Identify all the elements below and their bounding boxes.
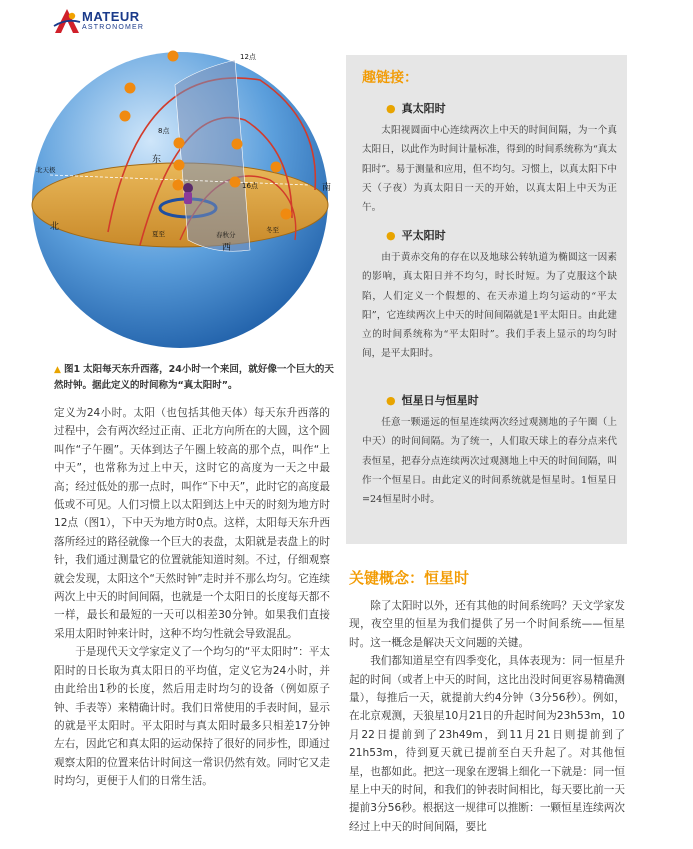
label-east: 东 — [152, 155, 162, 165]
label-south: 南 — [322, 183, 332, 193]
paragraph: 定义为24小时。太阳（也包括其他天体）每天东升西落的过程中，会有两次经过正南、正北方向所在的大圆，这个圆叫作“子午圈”。天体到达子午圈上较高的那个点，叫作“上中天”，也常称为过上中天，这时它的高度为一天之中最高；经过低处的那一点时，叫作“下中天”，此时它的高度最低或不可见。人们习惯上以太阳到达上中天的时刻为地方时12点（图1），下中天为地方时0点。这样，太阳每天东升西落所经过的路径就像一个巨大的表盘，太阳就是表盘上的时针，我们通过测量它的位置就能知道时刻。不过，仔细观察就会发现，太阳这个“天然时钟”走时并不那么均匀。它连续两次上中天的时间间隔，也就是一个太阳日的长度每天都不一样，最长和最短的一天可以相差30分钟。如果我们直接采用太阳时钟来计时，这种不均匀性就会导致混乱。 — [54, 407, 330, 640]
label-8h: 8点 — [158, 127, 170, 135]
sidebar-title: 趣链接： — [362, 70, 418, 86]
sidebar-text-sidereal-time: 任意一颗遥远的恒星连续两次经过观测地的子午圈（上中天）的时间间隔。为了统一，人们取天球上的春分点来代表恒星，把春分点连续两次过观测地上中天的时间间隔，叫作一个恒星日。由此定义的时间系统就是恒星时。1恒星日=24恒星时小时。 — [362, 417, 617, 506]
magazine-logo — [52, 6, 172, 36]
sun-icon — [230, 177, 241, 188]
sidebar-heading-mean-solar-time: ● 平太阳时 — [386, 229, 446, 242]
label-north-pole: 北天极 — [36, 166, 56, 174]
horizon-plane — [32, 163, 328, 247]
sidebar-text-mean-solar-time: 由于黄赤交角的存在以及地球公转轨道为椭圆这一因素的影响，真太阳日并不均匀，时长时短。为了克服这个缺陷，人们定义一个假想的、在天赤道上均匀运动的“平太阳”，它连续两次上中天的时间间隔就是1平太阳日。由此建立的时间系统称为“平太阳时”。我们手表上显示的均匀时间，是平太阳时。 — [362, 252, 617, 360]
sun-icon — [168, 51, 179, 62]
bullet-icon: ● — [386, 394, 396, 407]
sun-icon — [125, 83, 136, 94]
bullet-icon: ● — [386, 229, 396, 242]
label-16h: 16点 — [242, 182, 258, 190]
sun-icon — [174, 160, 185, 171]
right-column-body — [349, 597, 625, 836]
section-title-sidereal: 关键概念：恒星时 — [349, 569, 470, 587]
logo-wordmark: MATEUR — [82, 9, 140, 24]
logo-tagline: ASTRONOMER — [82, 24, 145, 31]
sun-icon — [232, 139, 243, 150]
sidebar-heading-true-solar-time: ● 真太阳时 — [386, 102, 446, 115]
logo-emblem-icon — [52, 6, 82, 36]
bullet-icon: ● — [386, 102, 396, 115]
paragraph: 我们都知道星空有四季变化，具体表现为：同一恒星升起的时间（或者上中天的时间，这比出没时间更容易精确测量），每推后一天，就提前大约4分钟（3分56秒）。例如，在北京观测，天狼星10月21日的升起时间为23h53m，10月22日提前到了23h49m，到11月21日则提前到了21h53m，待到夏天就已提前至白天升起了。对其他恒星，也都如此。把这一现象在逻辑上细化一下就是：同一恒星上中天的时间，和我们的钟表时间相比，每天要比前一天提前3分56秒。根据这一规律可以推断：一颗恒星连续两次经过上中天的时间间隔，要比 — [349, 655, 625, 833]
figure-caption — [54, 362, 339, 393]
fun-link-sidebar — [346, 55, 627, 544]
sun-icon — [120, 111, 131, 122]
paragraph: 除了太阳时以外，还有其他的时间系统吗？天文学家发现，夜空里的恒星为我们提供了另一个时间系统——恒星时。这一概念是解决天文问题的关键。 — [349, 600, 625, 649]
sun-icon — [173, 180, 184, 191]
sun-icon — [271, 162, 282, 173]
observer-figure — [183, 183, 193, 204]
sidebar-text-true-solar-time: 太阳视圆面中心连续两次上中天的时间间隔，为一个真太阳日，以此作为时间计量标准，得到的时间系统称为“真太阳时”。易于测量和应用，但不均匀。习惯上，以真太阳下中天（子夜）为真太阳日一天的开始，以真太阳上中天为正午。 — [362, 125, 617, 214]
label-north: 北 — [50, 222, 60, 232]
left-column-body — [54, 404, 330, 791]
label-summer-solstice: 夏至 — [152, 230, 165, 238]
caption-label: 图1 — [63, 364, 81, 375]
celestial-sphere-diagram — [30, 40, 335, 350]
caption-triangle-icon: ▲ — [54, 365, 61, 375]
label-12h: 12点 — [240, 53, 256, 61]
caption-text: 太阳每天东升西落，24小时一个来回，就好像一个巨大的天然时钟。据此定义的时间称为“真太阳时”。 — [54, 364, 334, 391]
label-equinox: 春秋分 — [216, 231, 236, 239]
label-west: 西 — [222, 243, 232, 253]
label-winter-solstice: 冬至 — [266, 226, 279, 234]
paragraph: 于是现代天文学家定义了一个均匀的“平太阳时”：平太阳时的日长取为真太阳日的平均值，定义它为24小时，并由此给出1秒的长度，然后用走时均匀的设备（例如原子钟、手表等）来精确计时。我们日常使用的手表时间，显示的就是平太阳时。平太阳时与真太阳时最多只相差17分钟左右，因此它和真太阳的运动保持了很好的同步性，即通过观察太阳的位置来估计时间这一常识仍然有效。同时它又走时均匀，更便于人们的日常生活。 — [54, 646, 330, 788]
sun-icon — [281, 209, 292, 220]
sidebar-heading-sidereal-time: ● 恒星日与恒星时 — [386, 394, 479, 407]
sun-icon — [174, 138, 185, 149]
